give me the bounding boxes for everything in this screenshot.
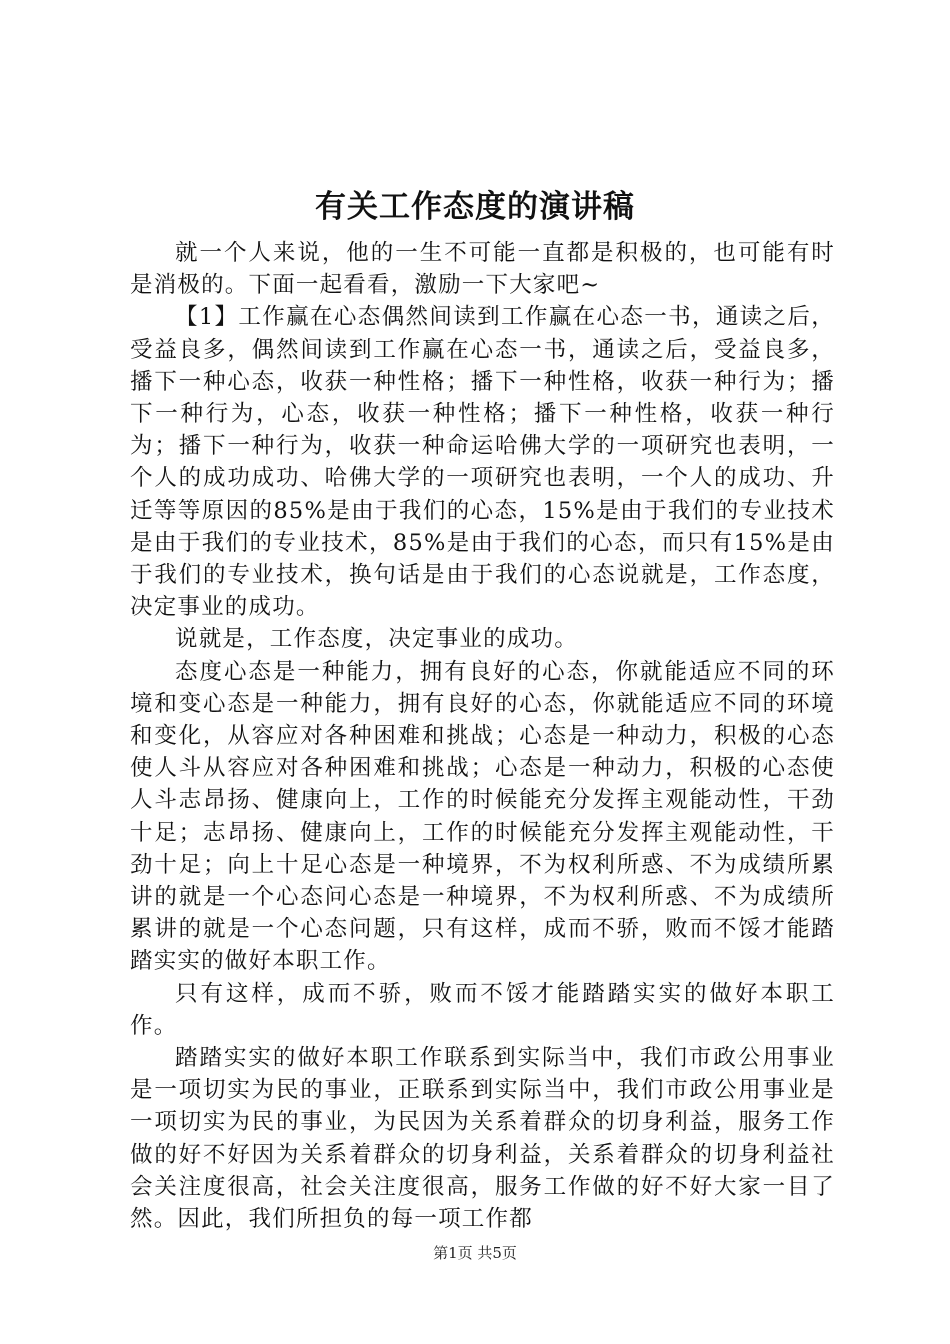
- paragraph-intro: 就一个人来说，他的一生不可能一直都是积极的，也可能有时是消极的。下面一起看看，激励一下大家吧~: [130, 240, 835, 299]
- paragraph-practice: 踏踏实实的做好本职工作联系到实际当中，我们市政公用事业是一项切实为民的事业，正联系到实际当中，我们市政公用事业是一项切实为民的事业，为民因为关系着群众的切身利益，服务工作做的好不好因为关系着群众的切身利益，关系着群众的切身利益社会关注度很高，社会关注度很高，服务工作做的好不好大家一目了然。因此，我们所担负的每一项工作都: [130, 1045, 835, 1233]
- paragraph-section-1: 【1】工作赢在心态偶然间读到工作赢在心态一书，通读之后，受益良多，偶然间读到工作赢在心态一书，通读之后，受益良多，播下一种心态，收获一种性格；播下一种性格，收获一种行为；播下一种行为，心态，收获一种性格；播下一种性格，收获一种行为；播下一种行为，收获一种命运哈佛大学的一项研究也表明，一个人的成功成功、哈佛大学的一项研究也表明，一个人的成功、升迁等等原因的85%是由于我们的心态，15%是由于我们的专业技术是由于我们的专业技术，85%是由于我们的心态，而只有15%是由于我们的专业技术，换句话是由于我们的心态说就是，工作态度，决定事业的成功。: [130, 304, 835, 621]
- paragraph-attitude: 态度心态是一种能力，拥有良好的心态，你就能适应不同的环境和变心态是一种能力，拥有良好的心态，你就能适应不同的环境和变化，从容应对各种困难和挑战；心态是一种动力，积极的心态使人斗从容应对各种困难和挑战；心态是一种动力，积极的心态使人斗志昂扬、健康向上，工作的时候能充分发挥主观能动性，干劲十足；志昂扬、健康向上，工作的时候能充分发挥主观能动性，干劲十足；向上十足心态是一种境界，不为权利所惑、不为成绩所累讲的就是一个心态问心态是一种境界，不为权利所惑、不为成绩所累讲的就是一个心态问题，只有这样，成而不骄，败而不馁才能踏踏实实的做好本职工作。: [130, 658, 835, 975]
- paragraph-summary: 说就是，工作态度，决定事业的成功。: [175, 626, 578, 653]
- document-body: [130, 237, 835, 1235]
- document-title: 有关工作态度的演讲稿: [315, 189, 635, 225]
- paragraph-work: 只有这样，成而不骄，败而不馁才能踏踏实实的做好本职工作。: [130, 980, 835, 1039]
- page-number-footer: 第1页 共5页: [433, 1244, 517, 1262]
